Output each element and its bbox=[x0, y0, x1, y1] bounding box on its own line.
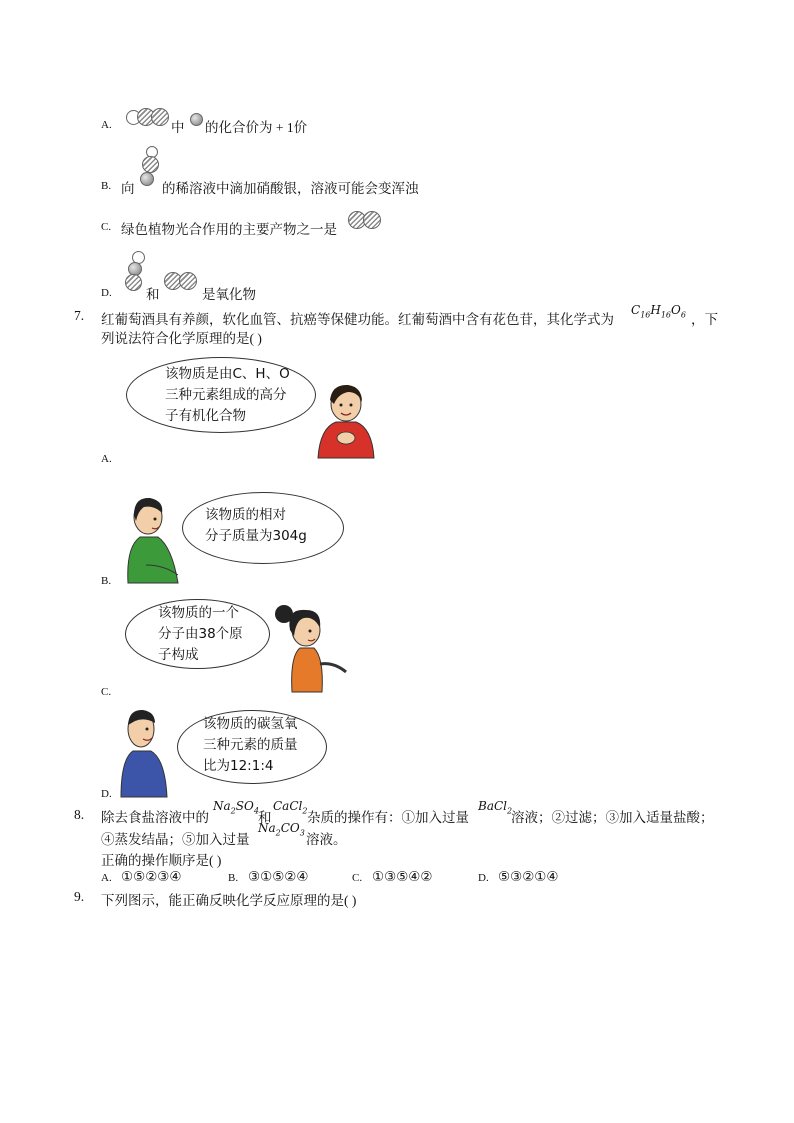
q7-option-a-label: A. bbox=[101, 453, 112, 465]
q7-formula: $C_{16}H_{16}O_6$ bbox=[631, 303, 686, 320]
q7-option-b-label: B. bbox=[101, 575, 112, 587]
student-boy-avatar bbox=[118, 495, 188, 585]
q7-option-d-label: D. bbox=[101, 788, 112, 800]
q7-stem-line2: 列说法符合化学原理的是( ) bbox=[101, 331, 262, 346]
q7-option-c-label: C. bbox=[101, 686, 112, 698]
q7-number: 7. bbox=[74, 308, 85, 323]
q9-number: 9. bbox=[74, 889, 85, 904]
student-man-avatar bbox=[115, 703, 185, 798]
q7-option-d-bubble: 该物质的碳氢氧 三种元素的质量 比为12:1:4 bbox=[177, 710, 327, 784]
q8-line3: 正确的操作顺序是( ) bbox=[101, 853, 222, 868]
student-girl-avatar bbox=[270, 600, 350, 695]
q8-number: 8. bbox=[74, 807, 85, 822]
q7-option-b-bubble: 该物质的相对 分子质量为304g bbox=[182, 492, 344, 564]
student-boy-avatar bbox=[312, 378, 382, 468]
q9-stem: 下列图示，能正确反映化学反应原理的是( ) bbox=[101, 893, 357, 908]
q7-option-c-bubble: 该物质的一个 分子由38个原 子构成 bbox=[125, 599, 270, 669]
q7-option-a-bubble: 该物质是由C、H、O 三种元素组成的高分 子有机化合物 bbox=[126, 357, 316, 433]
atom-icon bbox=[190, 113, 203, 126]
